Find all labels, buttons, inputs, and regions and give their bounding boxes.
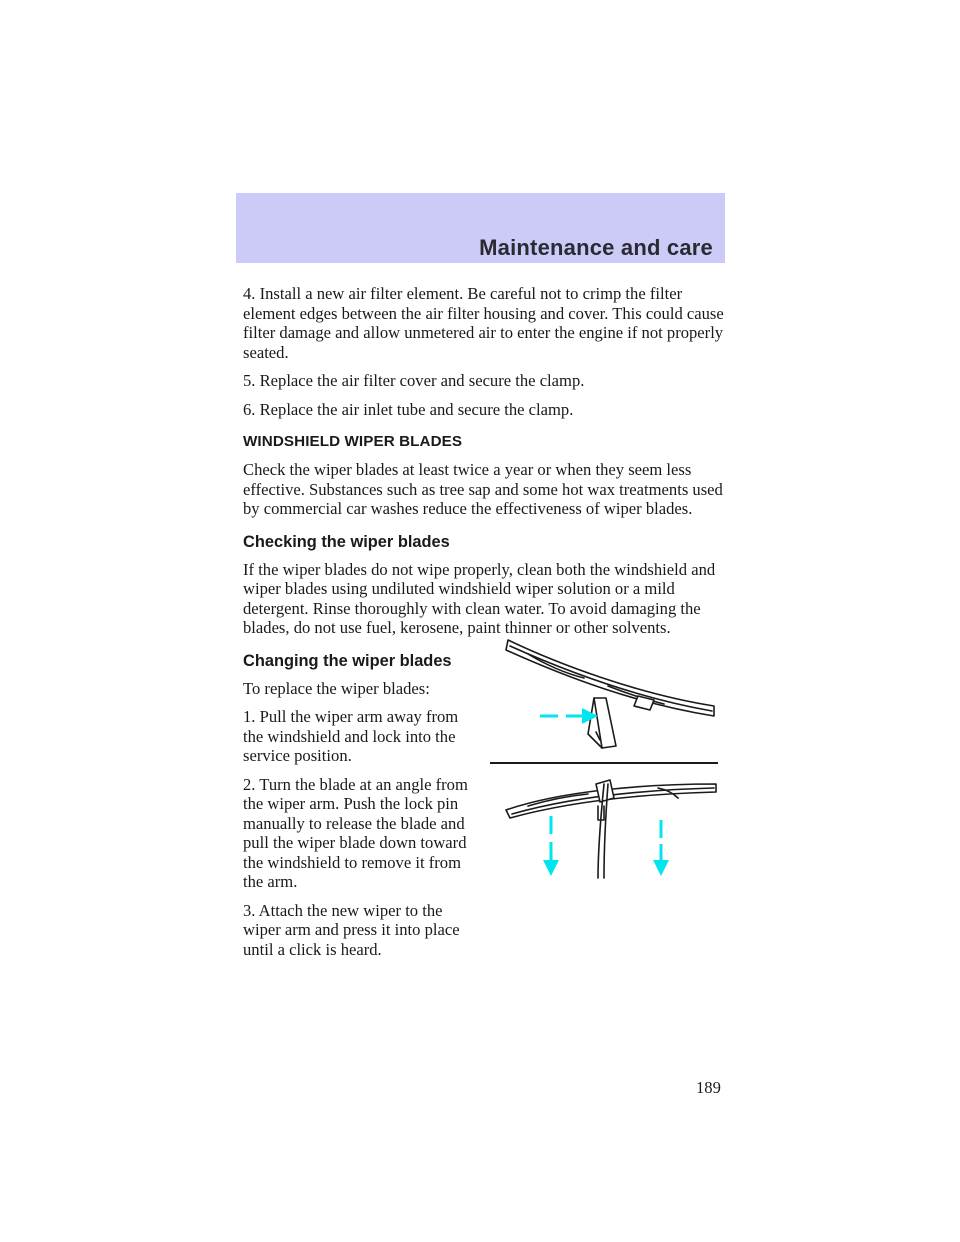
arrow-down-left-icon: [543, 816, 559, 876]
changing-step-2: 2. Turn the blade at an angle from the wiper arm. Push the lock pin manually to release the blade and pull the wiper blade down toward the windshield to remove it from the arm.: [243, 774, 468, 891]
wiper-blade-lower-icon: [506, 780, 716, 878]
paragraph-changing-intro: To replace the wiper blades:: [243, 678, 430, 698]
paragraph-checking: If the wiper blades do not wipe properly, clean both the windshield and wiper blades using undiluted windshield wiper solution or a mild detergent. Rinse thoroughly with clean water. To avoid damaging the blades, do not use fuel, kerosene, paint thinner or other solvents.: [243, 559, 716, 637]
changing-steps-list: [243, 707, 475, 959]
section-header-band: [236, 193, 725, 263]
changing-step-1: 1. Pull the wiper arm away from the windshield and lock into the service position.: [243, 707, 459, 765]
paragraph-step-5: 5. Replace the air filter cover and secure the clamp.: [243, 371, 585, 390]
arrow-down-right-icon: [653, 820, 669, 876]
paragraph-step-6: 6. Replace the air inlet tube and secure the clamp.: [243, 399, 574, 419]
wiper-blade-illustration-icon: [488, 634, 724, 880]
section-title-wiper-blades: WINDSHIELD WIPER BLADES: [243, 433, 463, 450]
page-number: 189: [696, 1078, 721, 1097]
changing-step-3: 3. Attach the new wiper to the wiper arm and press it into place until a click is heard.: [243, 900, 460, 959]
paragraph-wiper-intro: Check the wiper blades at least twice a year or when they seem less effective. Substances such as tree sap and some hot wax treatments used by commercial car washes reduce the effectiveness of wiper blades.: [243, 460, 723, 518]
subheading-changing: Changing the wiper blades: [243, 651, 452, 670]
wiper-blade-upper-icon: [506, 640, 714, 748]
paragraph-step-4: 4. Install a new air filter element. Be careful not to crimp the filter element edges between the air filter housing and cover. This could cause filter damage and allow unmetered air to enter the engine if not properly seated.: [243, 284, 724, 362]
wiper-blade-figure: [488, 634, 724, 880]
subheading-checking: Checking the wiper blades: [243, 532, 450, 551]
section-header-title: Maintenance and care: [479, 235, 713, 260]
